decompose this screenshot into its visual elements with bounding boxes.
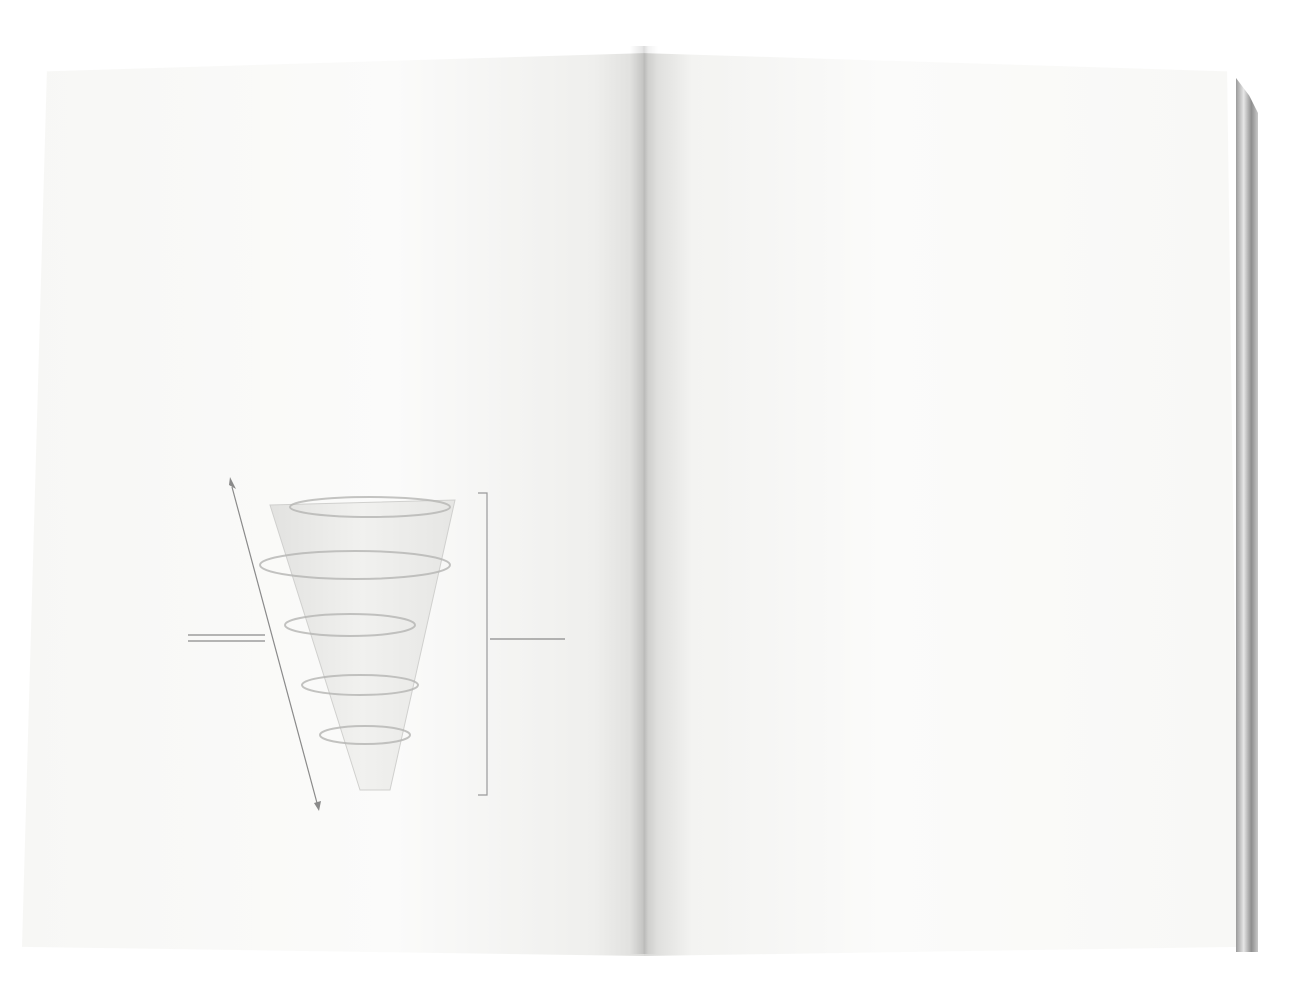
value-bracket <box>478 493 487 795</box>
right-page <box>644 44 1239 956</box>
funnel-shape <box>270 500 455 790</box>
page-edge-stack <box>1236 78 1258 952</box>
arrow-head-down <box>314 801 321 811</box>
consciousness-levels-diagram <box>180 445 580 850</box>
book-gutter <box>630 46 658 954</box>
